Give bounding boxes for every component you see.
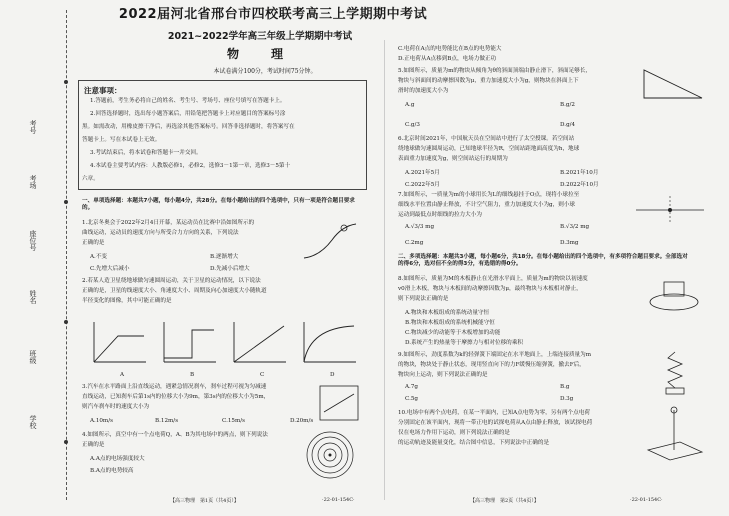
gutter-label-name: 姓名 bbox=[29, 290, 37, 304]
question-6-option-d: D.2022年10月 bbox=[560, 182, 599, 188]
question-8-line: 8.如图所示，质量为M的木板静止在光滑水平面上，质量为m的物块以初速度 bbox=[398, 276, 588, 282]
question-3-line: 3.汽车在水平路面上沿直线运动，遇紧急情况刹车，刹车过程可视为匀减速 bbox=[82, 384, 267, 390]
question-10-line: 10.电场中有两个点电荷，在某一平面内，已知A点电势为零，另有两个点电荷 bbox=[398, 410, 590, 416]
question-1-option-c: C.先增大后减小 bbox=[90, 266, 130, 272]
binding-dot bbox=[64, 80, 68, 84]
notice-line: 六章。 bbox=[82, 176, 99, 182]
question-3-option-d: D.20m/s bbox=[290, 418, 314, 424]
question-3-line: 则汽车刹车时的速度大小为 bbox=[82, 404, 150, 410]
question-7-line: 7.如图所示，一质量为m的小球用长为L的细线悬挂于O点，现将小球拉至 bbox=[398, 192, 580, 198]
question-5-option-b: B.g/2 bbox=[560, 102, 575, 108]
notice-title: 注意事项： bbox=[84, 86, 122, 95]
column-divider bbox=[384, 40, 385, 500]
binding-gutter bbox=[22, 0, 82, 516]
graph-label-c: C bbox=[260, 372, 265, 378]
notice-line: 3.考试结束后，将本试卷和答题卡一并交回。 bbox=[90, 150, 202, 156]
question-5-option-c: C.g/3 bbox=[405, 122, 420, 128]
question-6-line: 表面重力加速度为g，则空间站运行的周期为 bbox=[398, 156, 508, 162]
question-2-line: 正确的是，卫星的线速度大小、角速度大小、周期及向心加速度大小随轨道 bbox=[82, 288, 267, 294]
question-7-line: 细线水平位置由静止释放，不计空气阻力，重力加速度大小为g，则小球 bbox=[398, 202, 575, 208]
page-footer: 【高三物理 第2页（共4页）】 bbox=[470, 498, 539, 504]
question-8-option-d: D.系统产生的热量等于摩擦力与相对位移的乘积 bbox=[405, 340, 523, 346]
question-3-option-b: B.12m/s bbox=[155, 418, 179, 424]
question-5-line: 物块与斜面间的动摩擦因数为μ，重力加速度大小为g，则物块在斜面上下 bbox=[398, 78, 579, 84]
question-7-option-c: C.2mg bbox=[405, 240, 424, 246]
question-3-option-c: C.15m/s bbox=[222, 418, 246, 424]
question-6-line: 6.北京时间2021年，中国航天员在空间站中进行了太空授课。若空间站 bbox=[398, 136, 575, 142]
page-footer: 【高三物理 第1页（共4页）】 bbox=[170, 498, 239, 504]
question-5-option-d: D.g/4 bbox=[560, 122, 576, 128]
question-7-option-d: D.3mg bbox=[560, 240, 579, 246]
section-heading-single-choice: 一、单项选择题：本题共7小题，每小题4分，共28分。在每小题给出的四个选项中，只有一项是符合题目要求的。 bbox=[82, 198, 355, 211]
question-4-option-d: D.正电荷从A点移到B点，电场力做正功 bbox=[398, 56, 497, 62]
block-board-figure bbox=[646, 272, 702, 316]
subject-title: 物 理 bbox=[226, 47, 293, 61]
question-6-option-b: B.2021年10月 bbox=[560, 170, 599, 176]
question-8-option-a: A.物块和木板组成的系统动量守恒 bbox=[405, 310, 490, 316]
question-7-option-b: B.√3/2 mg bbox=[560, 224, 590, 230]
question-9-line: 9.如图所示，劲度系数为k的轻弹簧下端固定在水平地面上，上端连接质量为m bbox=[398, 352, 592, 358]
pendulum-figure bbox=[632, 192, 708, 228]
question-10-line: 的运动轨迹及能量变化，结合图中信息，下列说法中正确的是 bbox=[398, 440, 550, 446]
question-6-option-a: A.2021年5月 bbox=[405, 170, 440, 176]
gutter-label-school: 学校 bbox=[29, 415, 37, 429]
graph-label-d: D bbox=[330, 372, 335, 378]
question-9-option-a: A.7g bbox=[405, 384, 418, 390]
notice-line: 4.本试卷主要考试内容：人教版必修1，必修2，选修3－1第一章，选修3－5第十 bbox=[90, 163, 291, 169]
question-3-option-a: A.10m/s bbox=[90, 418, 113, 424]
binding-dot bbox=[64, 440, 68, 444]
question-1-option-d: D.先减小后增大 bbox=[210, 266, 250, 272]
document-title: 2022届河北省邢台市四校联考高三上学期期中考试 bbox=[118, 7, 428, 22]
electrostatic-figure bbox=[640, 402, 708, 466]
question-3-figure bbox=[318, 384, 360, 422]
question-4-option-c: C.电荷在A点的电势能比在B点的电势能大 bbox=[398, 46, 502, 52]
graph-label-a: A bbox=[120, 372, 125, 378]
notice-line: 答题卡上。写在本试卷上无效。 bbox=[82, 137, 161, 143]
question-5-line: 5.如图所示，质量为m的物块从倾角为θ的斜面顶端由静止滑下，斜面足够长， bbox=[398, 68, 592, 74]
question-7-option-a: A.√3/3 mg bbox=[405, 224, 435, 230]
question-1-line: 曲线运动，运动员的速度方向与所受合力方向的关系，下列说法 bbox=[82, 230, 239, 236]
question-4-line: 正确的是 bbox=[82, 442, 105, 448]
question-5-option-a: A.g bbox=[405, 102, 415, 108]
question-8-option-c: C.物块减少的动能等于木板增加的动能 bbox=[405, 330, 501, 336]
question-6-line: 绕地球做匀速圆周运动，已知地球半径为R，空间站距地面高度为h，地球 bbox=[398, 146, 580, 152]
notice-line: 1.答题前，考生务必将自己的姓名、考生号、考场号、座位号填写在答题卡上。 bbox=[90, 98, 286, 104]
question-1-option-a: A.不变 bbox=[90, 254, 108, 260]
question-5-line: 滑时的加速度大小为 bbox=[398, 88, 449, 94]
graph-label-b: B bbox=[190, 372, 195, 378]
question-6-option-c: C.2022年5月 bbox=[405, 182, 440, 188]
question-9-option-b: B.g bbox=[560, 384, 570, 390]
point-charge-field-figure bbox=[300, 430, 360, 480]
question-2-line: 2.若某人造卫星绕地球做匀速圆周运动，关于卫星的运动情况，以下说法 bbox=[82, 278, 261, 284]
incline-figure bbox=[640, 62, 706, 102]
binding-dot bbox=[64, 200, 68, 204]
question-4-option-b: B.A点的电势较高 bbox=[90, 468, 134, 474]
exam-info: 本试卷满分100分，考试时间75分钟。 bbox=[213, 68, 317, 75]
gutter-label-exam-room: 考场 bbox=[29, 175, 37, 189]
question-8-option-b: B.物块和木板组成的系统机械能守恒 bbox=[405, 320, 495, 326]
question-9-option-d: D.3g bbox=[560, 396, 574, 402]
page-footer-code: ·22-01-154C· bbox=[630, 497, 663, 503]
question-3-line: 直线运动，已知刹车后第1s内的位移大小为9m，第3s内的位移大小为5m， bbox=[82, 394, 270, 400]
question-1-line: 1.北京冬奥会于2022年2月4日开幕，某运动员在比赛中沿如图所示的 bbox=[82, 220, 255, 226]
binding-dot bbox=[64, 320, 68, 324]
question-9-line: 的物块，物块处于静止状态，现用竖直向下的力F缓慢压缩弹簧，撤去F后， bbox=[398, 362, 585, 368]
question-10-line: 分别固定在该平面内，现将一带正电的试探电荷从A点由静止释放，该试探电荷 bbox=[398, 420, 593, 426]
question-4-option-a: A.A点的电场强度较大 bbox=[90, 456, 145, 462]
gutter-label-exam-number: 考号 bbox=[29, 120, 37, 134]
notice-box bbox=[78, 80, 367, 190]
question-7-line: 运动到最低点时细线的拉力大小为 bbox=[398, 212, 482, 218]
question-8-line: v0滑上木板，物块与木板间的动摩擦因数为μ，最终物块与木板相对静止， bbox=[398, 286, 582, 292]
page-footer-code: ·22-01-154C· bbox=[322, 497, 355, 503]
question-1-line: 正确的是 bbox=[82, 240, 105, 246]
skier-trajectory-figure bbox=[300, 218, 360, 266]
exam-title: 2021~2022学年高三年级上学期期中考试 bbox=[167, 31, 353, 42]
question-8-line: 则下列说法正确的是 bbox=[398, 296, 449, 302]
question-9-option-c: C.5g bbox=[405, 396, 418, 402]
question-2-line: 半径变化的图像，其中可能正确的是 bbox=[82, 298, 172, 304]
question-1-option-b: B.逐渐增大 bbox=[210, 254, 239, 260]
question-9-line: 物块向上运动，则下列说法正确的是 bbox=[398, 372, 488, 378]
section-heading-multiple-choice: 二、多项选择题：本题共3小题，每小题6分，共18分。在每小题给出的四个选项中，有多项符合题目要求。全部选对的得6分，选对但不全的得3分，有选错的得0分。 bbox=[398, 254, 688, 267]
gutter-label-seat: 座位号 bbox=[29, 230, 37, 251]
question-4-line: 4.如图所示，真空中有一个点电荷Q，A、B为其电场中的两点，则下列说法 bbox=[82, 432, 268, 438]
gutter-label-class: 班级 bbox=[29, 350, 37, 364]
question-2-graphs bbox=[88, 318, 358, 370]
question-10-line: 仅在电场力作用下运动，则下列说法正确的是 bbox=[398, 430, 510, 436]
notice-line: 2.回答选择题时，选出每小题答案后，用铅笔把答题卡上对应题目的答案标号涂 bbox=[90, 111, 286, 117]
spring-figure bbox=[660, 348, 690, 398]
notice-line: 黑。如需改动，用橡皮擦干净后，再选涂其他答案标号。回答非选择题时，将答案写在 bbox=[82, 124, 295, 130]
